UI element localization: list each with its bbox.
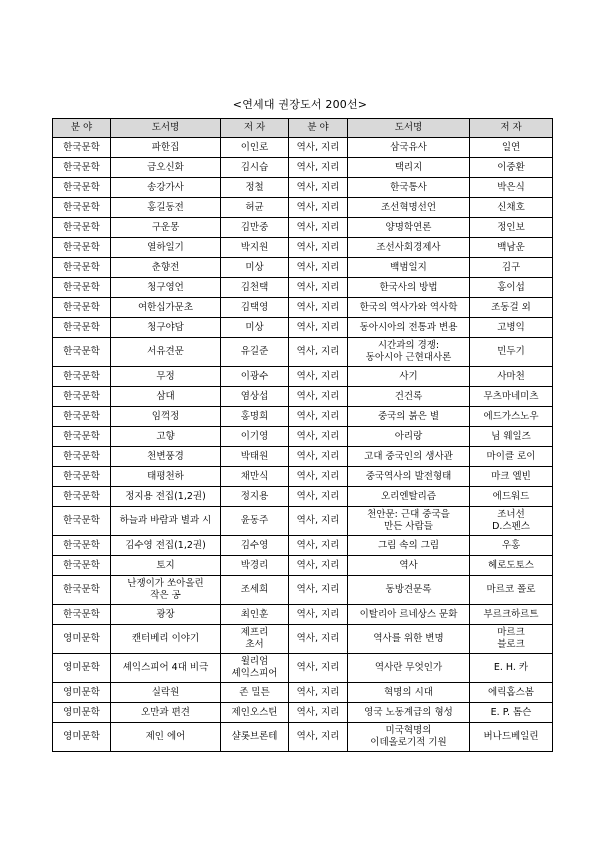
book-title-cell: 그림 속의 그림 — [348, 536, 470, 556]
field-cell: 한국문학 — [53, 138, 111, 158]
book-title-cell: 실락원 — [111, 683, 221, 703]
header-field: 분 야 — [289, 119, 348, 138]
field-cell: 영미문학 — [53, 683, 111, 703]
field-cell: 한국문학 — [53, 427, 111, 447]
author-cell: 김수영 — [221, 536, 289, 556]
field-cell: 역사, 지리 — [289, 338, 348, 367]
field-cell: 영미문학 — [53, 654, 111, 683]
book-title-cell: 서유견문 — [111, 338, 221, 367]
field-cell: 역사, 지리 — [289, 683, 348, 703]
book-title-cell: 천안문: 근대 중국을 만든 사람들 — [348, 507, 470, 536]
book-title-cell: 태평천하 — [111, 467, 221, 487]
author-cell: 님 웨일즈 — [470, 427, 553, 447]
table-header-row — [53, 119, 553, 138]
header-title: 도서명 — [111, 119, 221, 138]
author-cell: 일연 — [470, 138, 553, 158]
field-cell: 한국문학 — [53, 536, 111, 556]
book-title-cell: 고향 — [111, 427, 221, 447]
table-row — [53, 654, 553, 683]
field-cell: 한국문학 — [53, 367, 111, 387]
field-cell: 역사, 지리 — [289, 427, 348, 447]
field-cell: 영미문학 — [53, 703, 111, 723]
book-title-cell: 조선사회경제사 — [348, 238, 470, 258]
author-cell: 정인보 — [470, 218, 553, 238]
book-title-cell: 임꺽정 — [111, 407, 221, 427]
table-row — [53, 158, 553, 178]
author-cell: 신채호 — [470, 198, 553, 218]
field-cell: 한국문학 — [53, 198, 111, 218]
author-cell: 에릭홉스봄 — [470, 683, 553, 703]
author-cell: 이기영 — [221, 427, 289, 447]
field-cell: 한국문학 — [53, 556, 111, 576]
book-title-cell: 삼국유사 — [348, 138, 470, 158]
author-cell: 박경리 — [221, 556, 289, 576]
book-title-cell: 양명학연론 — [348, 218, 470, 238]
table-row — [53, 258, 553, 278]
book-title-cell: 열하일기 — [111, 238, 221, 258]
book-title-cell: 혁명의 시대 — [348, 683, 470, 703]
field-cell: 한국문학 — [53, 487, 111, 507]
table-row — [53, 218, 553, 238]
field-cell: 한국문학 — [53, 338, 111, 367]
field-cell: 역사, 지리 — [289, 467, 348, 487]
book-title-cell: 미국혁명의 이데올로기적 기원 — [348, 723, 470, 752]
table-row — [53, 536, 553, 556]
book-title-cell: 사기 — [348, 367, 470, 387]
table-row — [53, 447, 553, 467]
field-cell: 역사, 지리 — [289, 507, 348, 536]
table-row — [53, 625, 553, 654]
table-row — [53, 338, 553, 367]
book-title-cell: 삼대 — [111, 387, 221, 407]
author-cell: 허균 — [221, 198, 289, 218]
author-cell: 우홍 — [470, 536, 553, 556]
table-row — [53, 407, 553, 427]
field-cell: 한국문학 — [53, 238, 111, 258]
book-title-cell: 역사란 무엇인가 — [348, 654, 470, 683]
book-title-cell: 제인 에어 — [111, 723, 221, 752]
author-cell: 정지용 — [221, 487, 289, 507]
book-title-cell: 난쟁이가 쏘아올린 작은 공 — [111, 576, 221, 605]
field-cell: 역사, 지리 — [289, 238, 348, 258]
field-cell: 역사, 지리 — [289, 723, 348, 752]
book-title-cell: 영국 노동계급의 형성 — [348, 703, 470, 723]
table-row — [53, 487, 553, 507]
book-title-cell: 이탈리아 르네상스 문화 — [348, 605, 470, 625]
book-title-cell: 금오신화 — [111, 158, 221, 178]
book-title-cell: 한국사의 방법 — [348, 278, 470, 298]
table-row — [53, 427, 553, 447]
field-cell: 한국문학 — [53, 178, 111, 198]
field-cell: 역사, 지리 — [289, 278, 348, 298]
book-title-cell: 중국역사의 발전형태 — [348, 467, 470, 487]
author-cell: 윌리엄 셰익스피어 — [221, 654, 289, 683]
author-cell: 헤로도토스 — [470, 556, 553, 576]
table-row — [53, 556, 553, 576]
field-cell: 역사, 지리 — [289, 536, 348, 556]
author-cell: 미상 — [221, 318, 289, 338]
book-title-cell: 고대 중국인의 생사관 — [348, 447, 470, 467]
author-cell: 마르코 폴로 — [470, 576, 553, 605]
book-title-cell: 조선혁명선언 — [348, 198, 470, 218]
book-title-cell: 광장 — [111, 605, 221, 625]
header-author: 저 자 — [221, 119, 289, 138]
table-row — [53, 298, 553, 318]
author-cell: 민두기 — [470, 338, 553, 367]
author-cell: 김구 — [470, 258, 553, 278]
field-cell: 역사, 지리 — [289, 556, 348, 576]
field-cell: 한국문학 — [53, 576, 111, 605]
author-cell: 김천택 — [221, 278, 289, 298]
author-cell: 마이클 로이 — [470, 447, 553, 467]
author-cell: 마르크 블로크 — [470, 625, 553, 654]
field-cell: 한국문학 — [53, 258, 111, 278]
book-title-cell: 한국통사 — [348, 178, 470, 198]
book-title-cell: 오리엔탈리즘 — [348, 487, 470, 507]
book-title-cell: 동아시아의 전통과 변용 — [348, 318, 470, 338]
author-cell: 홍이섭 — [470, 278, 553, 298]
field-cell: 역사, 지리 — [289, 605, 348, 625]
table-row — [53, 683, 553, 703]
field-cell: 역사, 지리 — [289, 198, 348, 218]
author-cell: E. H. 카 — [470, 654, 553, 683]
field-cell: 역사, 지리 — [289, 298, 348, 318]
page-title: <연세대 권장도서 200선> — [232, 98, 368, 111]
table-row — [53, 576, 553, 605]
author-cell: 제인오스틴 — [221, 703, 289, 723]
author-cell: 채만식 — [221, 467, 289, 487]
book-title-cell: 김수영 전집(1,2권) — [111, 536, 221, 556]
author-cell: 제프리 초서 — [221, 625, 289, 654]
book-title-cell: 중국의 붉은 별 — [348, 407, 470, 427]
author-cell: 박지원 — [221, 238, 289, 258]
table-row — [53, 387, 553, 407]
field-cell: 역사, 지리 — [289, 625, 348, 654]
book-title-cell: 백범일지 — [348, 258, 470, 278]
book-title-cell: 구운몽 — [111, 218, 221, 238]
author-cell: 윤동주 — [221, 507, 289, 536]
author-cell: 이중환 — [470, 158, 553, 178]
field-cell: 한국문학 — [53, 278, 111, 298]
table-row — [53, 138, 553, 158]
table-row — [53, 278, 553, 298]
author-cell: 에드가스노우 — [470, 407, 553, 427]
author-cell: 마크 엘빈 — [470, 467, 553, 487]
header-field: 분 야 — [53, 119, 111, 138]
table-row — [53, 605, 553, 625]
table-body — [53, 138, 553, 752]
author-cell: 에드워드 — [470, 487, 553, 507]
field-cell: 역사, 지리 — [289, 218, 348, 238]
book-title-cell: 오만과 편견 — [111, 703, 221, 723]
field-cell: 역사, 지리 — [289, 318, 348, 338]
book-title-cell: 역사 — [348, 556, 470, 576]
author-cell: 백남운 — [470, 238, 553, 258]
table-row — [53, 367, 553, 387]
field-cell: 영미문학 — [53, 625, 111, 654]
book-title-cell: 천변풍경 — [111, 447, 221, 467]
author-cell: 조동걸 외 — [470, 298, 553, 318]
field-cell: 역사, 지리 — [289, 407, 348, 427]
book-title-cell: 파한집 — [111, 138, 221, 158]
book-title-cell: 홍길동전 — [111, 198, 221, 218]
table-row — [53, 507, 553, 536]
field-cell: 한국문학 — [53, 407, 111, 427]
header-title: 도서명 — [348, 119, 470, 138]
book-title-cell: 택리지 — [348, 158, 470, 178]
book-title-cell: 셰익스피어 4대 비극 — [111, 654, 221, 683]
table-row — [53, 238, 553, 258]
field-cell: 역사, 지리 — [289, 447, 348, 467]
book-title-cell: 역사를 위한 변명 — [348, 625, 470, 654]
table-row — [53, 198, 553, 218]
book-title-cell: 청구영언 — [111, 278, 221, 298]
field-cell: 역사, 지리 — [289, 258, 348, 278]
author-cell: 염상섭 — [221, 387, 289, 407]
book-title-cell: 시간과의 경쟁: 동아시아 근현대사론 — [348, 338, 470, 367]
field-cell: 역사, 지리 — [289, 387, 348, 407]
field-cell: 역사, 지리 — [289, 703, 348, 723]
author-cell: 존 밀튼 — [221, 683, 289, 703]
field-cell: 역사, 지리 — [289, 178, 348, 198]
book-title-cell: 아리랑 — [348, 427, 470, 447]
field-cell: 한국문학 — [53, 467, 111, 487]
author-cell: E. P. 톰슨 — [470, 703, 553, 723]
field-cell: 역사, 지리 — [289, 487, 348, 507]
header-author: 저 자 — [470, 119, 553, 138]
author-cell: 김만중 — [221, 218, 289, 238]
author-cell: 부르크하르트 — [470, 605, 553, 625]
book-title-cell: 정지용 전집(1,2권) — [111, 487, 221, 507]
author-cell: 사마천 — [470, 367, 553, 387]
author-cell: 미상 — [221, 258, 289, 278]
author-cell: 김시습 — [221, 158, 289, 178]
author-cell: 버나드베일린 — [470, 723, 553, 752]
table-row — [53, 178, 553, 198]
field-cell: 역사, 지리 — [289, 576, 348, 605]
author-cell: 조너선 D.스펜스 — [470, 507, 553, 536]
book-title-cell: 토지 — [111, 556, 221, 576]
field-cell: 역사, 지리 — [289, 138, 348, 158]
field-cell: 역사, 지리 — [289, 654, 348, 683]
table-row — [53, 703, 553, 723]
author-cell: 고병익 — [470, 318, 553, 338]
book-list-table — [52, 118, 553, 752]
book-title-cell: 춘향전 — [111, 258, 221, 278]
author-cell: 박은식 — [470, 178, 553, 198]
author-cell: 홍명희 — [221, 407, 289, 427]
book-title-cell: 건건록 — [348, 387, 470, 407]
field-cell: 역사, 지리 — [289, 367, 348, 387]
field-cell: 한국문학 — [53, 507, 111, 536]
author-cell: 김택영 — [221, 298, 289, 318]
field-cell: 한국문학 — [53, 387, 111, 407]
book-title-cell: 청구야담 — [111, 318, 221, 338]
book-title-cell: 여한십가문초 — [111, 298, 221, 318]
author-cell: 무츠마네미츠 — [470, 387, 553, 407]
book-title-cell: 한국의 역사가와 역사학 — [348, 298, 470, 318]
field-cell: 한국문학 — [53, 158, 111, 178]
field-cell: 한국문학 — [53, 218, 111, 238]
field-cell: 한국문학 — [53, 605, 111, 625]
table-row — [53, 723, 553, 752]
book-title-cell: 무정 — [111, 367, 221, 387]
field-cell: 한국문학 — [53, 447, 111, 467]
author-cell: 조세희 — [221, 576, 289, 605]
author-cell: 박태원 — [221, 447, 289, 467]
book-title-cell: 송강가사 — [111, 178, 221, 198]
field-cell: 역사, 지리 — [289, 158, 348, 178]
author-cell: 이인로 — [221, 138, 289, 158]
table-row — [53, 467, 553, 487]
table-row — [53, 318, 553, 338]
author-cell: 샬롯브론테 — [221, 723, 289, 752]
book-title-cell: 하늘과 바람과 별과 시 — [111, 507, 221, 536]
book-title-cell: 캔터베리 이야기 — [111, 625, 221, 654]
author-cell: 유길준 — [221, 338, 289, 367]
field-cell: 영미문학 — [53, 723, 111, 752]
author-cell: 최인훈 — [221, 605, 289, 625]
author-cell: 이광수 — [221, 367, 289, 387]
book-title-cell: 동방견문록 — [348, 576, 470, 605]
field-cell: 한국문학 — [53, 318, 111, 338]
field-cell: 한국문학 — [53, 298, 111, 318]
author-cell: 정철 — [221, 178, 289, 198]
